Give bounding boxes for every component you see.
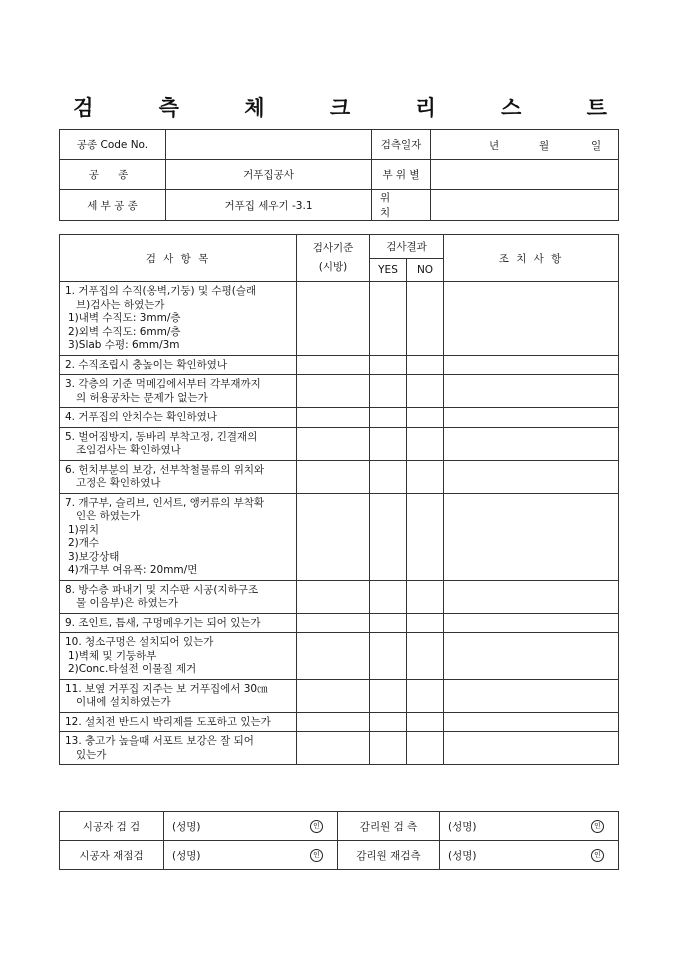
supervisor-reinspect-label: 감리원 재검측 [338,841,440,870]
action-cell[interactable] [444,493,619,580]
criteria-cell[interactable] [297,282,370,356]
action-cell[interactable] [444,427,619,460]
no-cell[interactable] [407,282,444,356]
table-row [60,427,619,460]
criteria-cell[interactable] [297,460,370,493]
check-item-line: 있는가 [76,748,107,761]
criteria-cell[interactable] [297,493,370,580]
yes-cell[interactable] [370,679,407,712]
col-item-header [60,235,297,282]
col-action-header [444,235,619,282]
check-item-line: 4. 거푸집의 안치수는 확인하였나 [65,411,217,423]
yes-cell[interactable] [370,633,407,680]
date-day: 일 [591,140,602,152]
no-cell[interactable] [407,427,444,460]
check-item [60,375,297,408]
col-criteria-text-1: 검사기준 [312,242,354,254]
table-row [60,282,619,356]
work-code-value[interactable] [166,130,372,160]
check-item [60,679,297,712]
no-cell[interactable] [407,732,444,765]
yes-cell[interactable] [370,493,407,580]
no-cell[interactable] [407,712,444,732]
seal-icon: 인 [310,849,323,862]
work-type-value[interactable]: 거푸집공사 [166,160,372,190]
yes-cell[interactable] [370,375,407,408]
criteria-cell[interactable] [297,355,370,375]
criteria-cell[interactable] [297,375,370,408]
yes-cell[interactable] [370,613,407,633]
col-yes-header: YES [370,258,407,282]
table-row [60,375,619,408]
check-item-line: 1. 거푸집의 수직(옹벽,기둥) 및 수평(슬래 [65,285,257,297]
check-item-line: 의 허용공차는 문제가 없는가 [76,391,208,404]
check-item-line: 2)외벽 수직도: 6mm/층 [68,325,181,338]
part-label: 부 위 별 [372,160,431,190]
supervisor-inspect-sign[interactable] [440,812,619,841]
col-action-text: 조 치 사 항 [498,252,564,265]
check-item-line: 1)내벽 수직도: 3mm/층 [68,312,181,324]
action-cell[interactable] [444,732,619,765]
check-item-line: 1)벽체 및 기둥하부 [68,649,157,662]
check-item-line: 물 이음부)은 하였는가 [76,597,179,609]
contractor-reinspect-label: 시공자 재점검 [60,841,164,870]
action-cell[interactable] [444,460,619,493]
check-item [60,732,297,765]
check-item [60,408,297,428]
check-item-line: 고정은 확인하였나 [76,477,161,489]
criteria-cell[interactable] [297,712,370,732]
no-cell[interactable] [407,613,444,633]
table-row [60,355,619,375]
col-criteria-text-2: (시방) [318,261,348,273]
check-item-line: 9. 조인트, 틈새, 구멍메우기는 되어 있는가 [65,616,261,629]
action-cell[interactable] [444,408,619,428]
date-month: 월 [539,140,550,152]
table-row [60,613,619,633]
yes-cell[interactable] [370,355,407,375]
no-cell[interactable] [407,355,444,375]
yes-cell[interactable] [370,282,407,356]
table-row [60,712,619,732]
check-item-line: 2)개수 [68,537,100,549]
criteria-cell[interactable] [297,732,370,765]
part-value[interactable] [431,160,619,190]
action-cell[interactable] [444,375,619,408]
no-cell[interactable] [407,375,444,408]
supervisor-inspect-label: 감리원 검 측 [338,812,440,841]
location-label: 위 치 [372,190,431,221]
detail-value[interactable]: 거푸집 세우기 -3.1 [166,190,372,221]
col-criteria-header [297,235,370,282]
checklist-rows [60,282,619,765]
check-item [60,613,297,633]
action-cell[interactable] [444,679,619,712]
check-item-line: 1)위치 [68,523,100,536]
table-row [60,732,619,765]
check-item [60,355,297,375]
no-cell[interactable] [407,679,444,712]
check-item-line: 브)검사는 하였는가 [76,298,165,311]
check-item-line: 6. 헌치부분의 보강, 선부착철물류의 위치와 [65,463,265,476]
criteria-cell[interactable] [297,580,370,613]
location-value[interactable] [431,190,619,221]
check-item-line: 10. 청소구멍은 설치되어 있는가 [65,636,214,648]
header-table [59,129,619,221]
no-cell[interactable] [407,493,444,580]
check-item-line: 4)개구부 여유폭: 20mm/면 [68,564,198,576]
no-cell[interactable] [407,408,444,428]
col-item-text: 검 사 항 목 [145,252,211,265]
table-row [60,679,619,712]
check-item-line: 이내에 설치하였는가 [76,696,171,708]
criteria-cell[interactable] [297,613,370,633]
inspect-date-label: 검측일자 [372,130,431,160]
check-item [60,460,297,493]
yes-cell[interactable] [370,732,407,765]
check-item [60,712,297,732]
signature-table [59,811,619,870]
yes-cell[interactable] [370,460,407,493]
check-item-line: 인은 하였는가 [76,510,141,522]
check-item-line: 12. 설치전 반드시 박리제를 도포하고 있는가 [65,715,271,728]
seal-icon: 인 [310,820,323,833]
yes-cell[interactable] [370,712,407,732]
table-row [60,460,619,493]
contractor-inspect-label: 시공자 검 검 [60,812,164,841]
check-item-line: 3)Slab 수평: 6mm/3m [68,339,180,351]
col-result-header: 검사결과 [370,235,444,259]
table-row [60,633,619,680]
table-row [60,580,619,613]
no-cell[interactable] [407,460,444,493]
inspect-date-value[interactable] [431,130,619,160]
table-row [60,408,619,428]
check-item-line: 7. 개구부, 슬리브, 인서트, 앵커류의 부착확 [65,496,265,509]
no-cell[interactable] [407,633,444,680]
check-item-line: 2. 수직조립시 충높이는 확인하였나 [65,358,228,371]
check-item-line: 3. 각층의 기준 먹메김에서부터 각부재까지 [65,378,261,390]
check-item [60,493,297,580]
criteria-cell[interactable] [297,679,370,712]
work-type-label: 공 종 [60,160,166,190]
check-item [60,633,297,680]
check-item-line: 5. 벌어짐방지, 동바리 부착고정, 긴결재의 [65,430,258,443]
check-item-line: 8. 방수층 파내기 및 지수판 시공(지하구조 [65,583,259,596]
no-cell[interactable] [407,580,444,613]
sign-name-label: (성명) [172,849,201,862]
check-item-line: 조임검사는 확인하였나 [76,444,181,456]
contractor-reinspect-sign[interactable] [164,841,338,870]
check-item [60,282,297,356]
seal-icon: 인 [591,849,604,862]
action-cell[interactable] [444,712,619,732]
action-cell[interactable] [444,613,619,633]
check-item-line: 11. 보옆 거푸집 지주는 보 거푸집에서 30㎝ [65,682,268,695]
check-item [60,427,297,460]
yes-cell[interactable] [370,580,407,613]
supervisor-reinspect-sign[interactable] [440,841,619,870]
work-code-label: 공종 Code No. [60,130,166,160]
action-cell[interactable] [444,633,619,680]
col-no-header: NO [407,258,444,282]
yes-cell[interactable] [370,427,407,460]
action-cell[interactable] [444,282,619,356]
action-cell[interactable] [444,580,619,613]
date-year: 년 [489,140,500,152]
detail-label: 세 부 공 종 [60,190,166,221]
check-item-line: 13. 충고가 높을때 서포트 보강은 잘 되어 [65,735,254,747]
seal-icon: 인 [591,820,604,833]
check-item [60,580,297,613]
criteria-cell[interactable] [297,408,370,428]
yes-cell[interactable] [370,408,407,428]
sign-name-label: (성명) [172,820,201,833]
table-row [60,493,619,580]
criteria-cell[interactable] [297,427,370,460]
page-title: 검 측 체 크 리 스 트 [73,95,636,120]
check-item-line: 3)보강상태 [68,550,120,563]
criteria-cell[interactable] [297,633,370,680]
contractor-inspect-sign[interactable] [164,812,338,841]
checklist-table [59,234,619,765]
sign-name-label: (성명) [448,849,477,862]
sign-name-label: (성명) [448,820,477,833]
action-cell[interactable] [444,355,619,375]
check-item-line: 2)Conc.타설전 이물질 제거 [68,663,197,675]
